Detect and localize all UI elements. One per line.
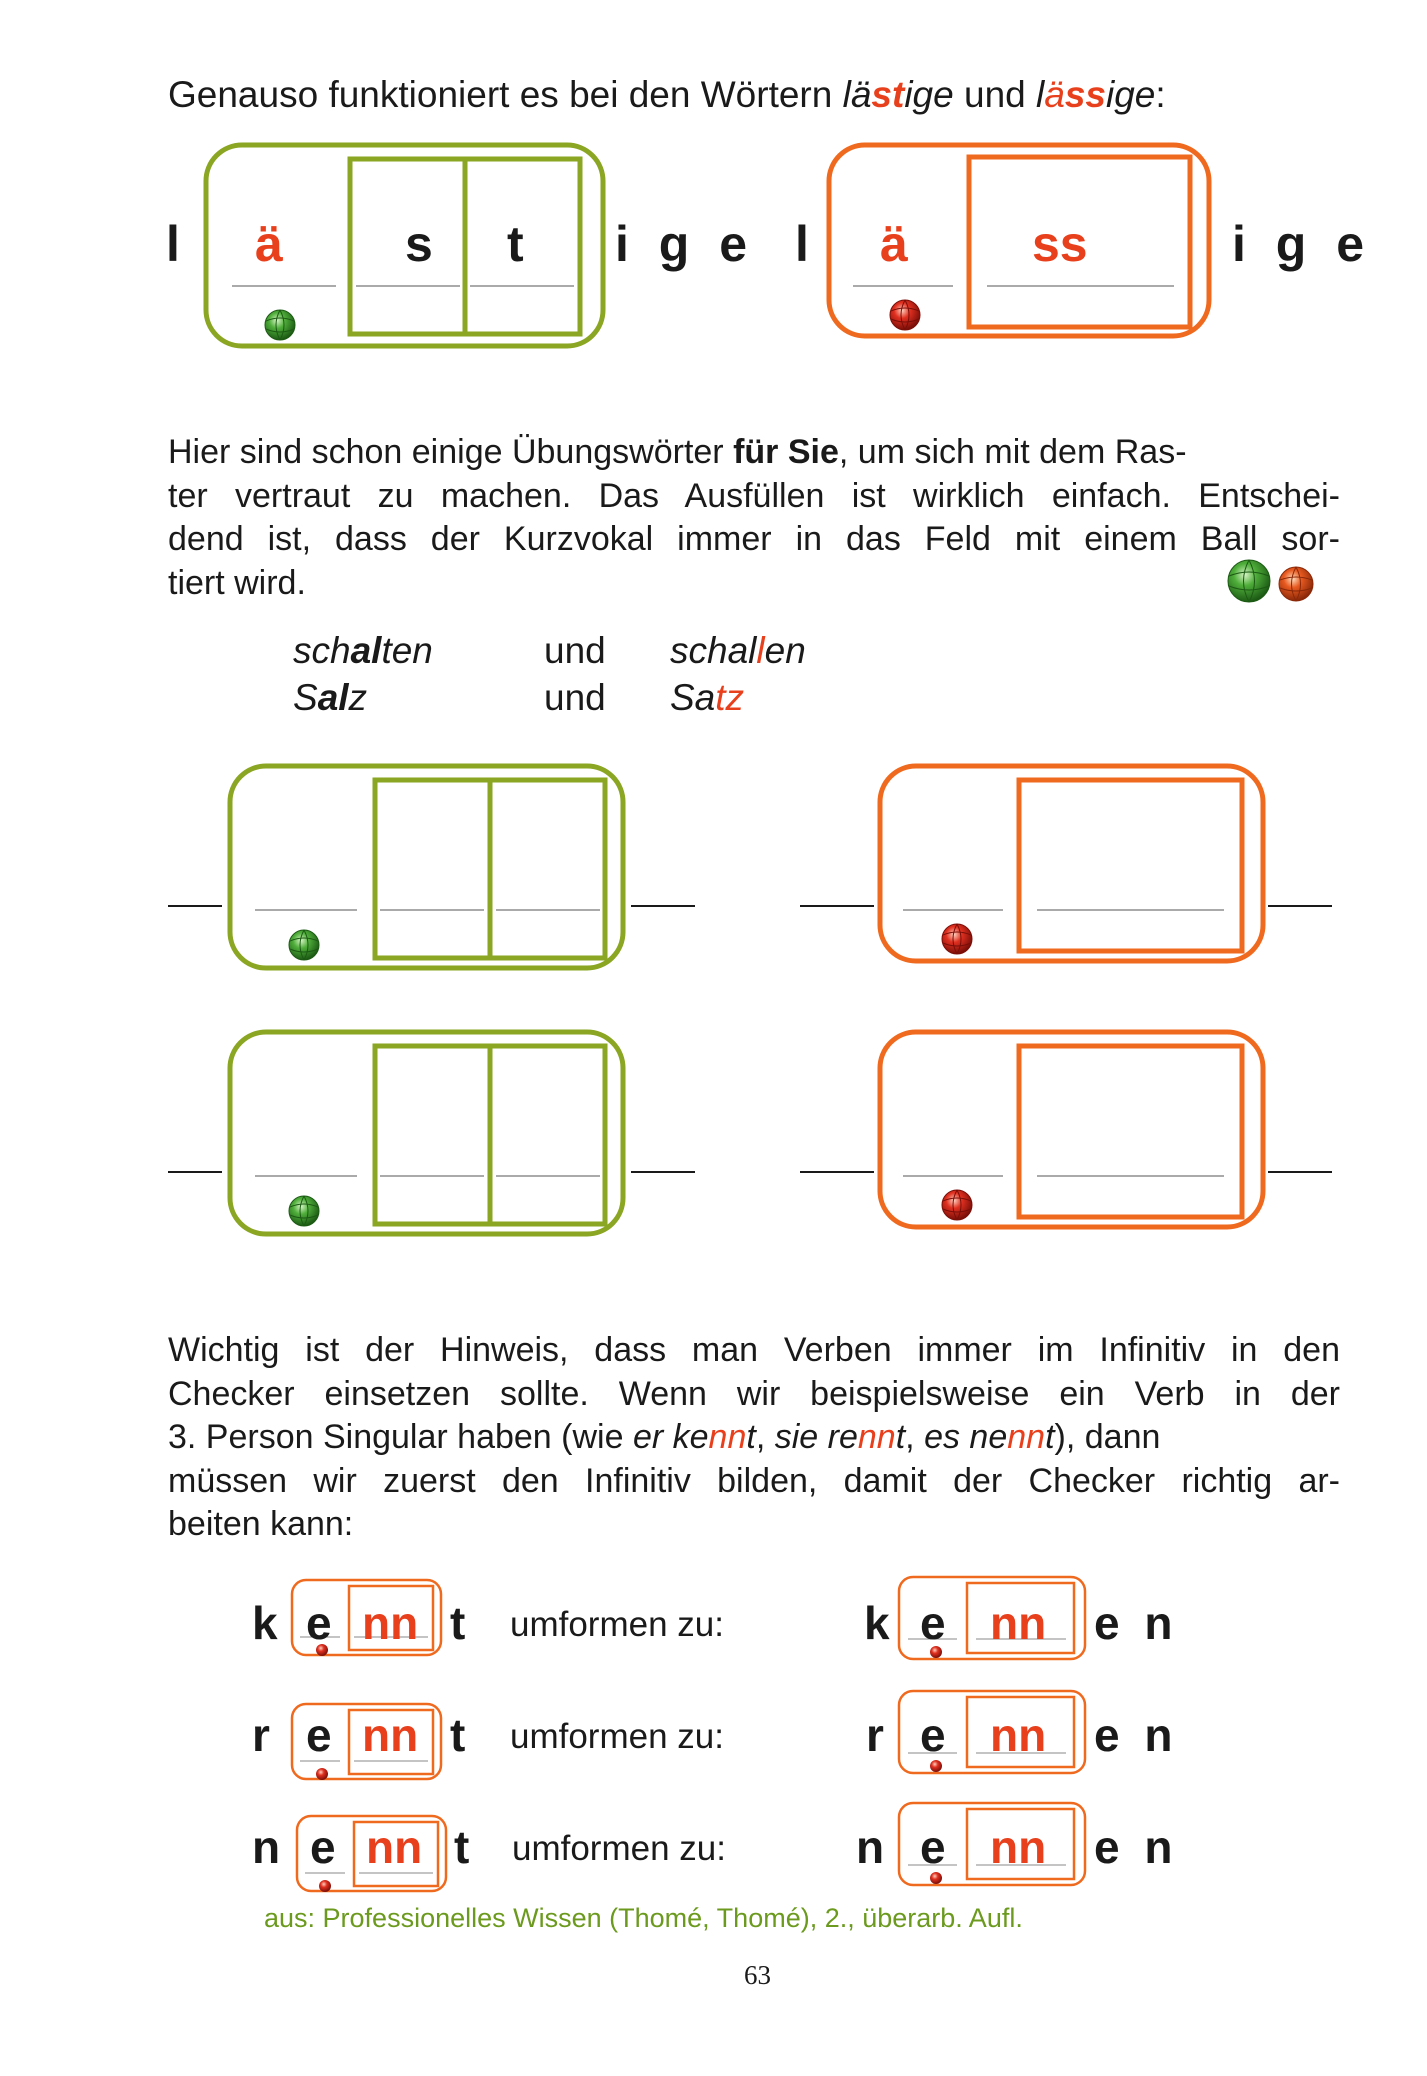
verb-letter: k [252, 1597, 278, 1649]
exercise-checker-orange-1 [800, 766, 1332, 961]
paragraph-infinitive-hint [168, 1329, 1340, 1547]
verb-vowel: e [306, 1709, 332, 1761]
exercise-checker-green-1 [168, 766, 695, 968]
verb-vowel: e [920, 1821, 946, 1873]
example-word: schallen [670, 630, 806, 671]
paragraph-exercise-intro [168, 431, 1340, 605]
example-word: Satz [670, 677, 745, 718]
verb-vowel: e [310, 1821, 336, 1873]
verb-infinitive-ending: e n [1094, 1709, 1179, 1761]
checker-vowel: ä [255, 216, 283, 272]
verb-double-consonant: nn [366, 1821, 423, 1873]
paragraph-line: beiten kann: [168, 1505, 354, 1543]
verb-infinitive-ending: e n [1094, 1597, 1179, 1649]
checker-double-consonant: ss [1032, 216, 1088, 272]
transform-label: umformen zu: [510, 1605, 724, 1644]
red-ball-icon [942, 1190, 972, 1220]
verb-double-consonant: nn [362, 1709, 419, 1761]
verb-infinitive-ending: e n [1094, 1821, 1179, 1873]
verb-letter: n [252, 1821, 281, 1873]
checker-left-letter: l [795, 216, 809, 272]
paragraph-line: Wichtig ist der Hinweis, dass man Verben immer im Infinitiv in den [168, 1331, 1340, 1369]
red-ball-icon [890, 300, 920, 330]
verb-vowel: e [920, 1597, 946, 1649]
paragraph-line: Hier sind schon einige Übungswörter für Sie, um sich mit dem Ras- [168, 433, 1187, 471]
word-laessige: lässige [1036, 74, 1156, 115]
red-ball-icon [942, 924, 972, 954]
paragraph-line: müssen wir zuerst den Infinitiv bilden, damit der Checker richtig ar- [168, 1461, 1340, 1500]
paragraph-line: 3. Person Singular haben (wie er kennt, sie rennt, es nennt), dann [168, 1418, 1161, 1456]
paragraph-line: dend ist, dass der Kurzvokal immer in das Feld mit einem Ball sor- [168, 520, 1340, 558]
green-ball-icon [289, 930, 319, 960]
example-word: Salz [293, 677, 368, 718]
verb-ending: t [454, 1821, 470, 1873]
checker-consonant-1: s [405, 216, 433, 272]
verb-double-consonant: nn [990, 1709, 1047, 1761]
transform-label: umformen zu: [510, 1717, 724, 1756]
verb-double-consonant: nn [362, 1597, 419, 1649]
example-und: und [544, 677, 606, 718]
verb-ending: t [450, 1597, 466, 1649]
exercise-checker-green-2 [168, 1032, 695, 1234]
green-ball-icon [265, 310, 295, 340]
paragraph-line: Checker einsetzen sollte. Wenn wir beispielsweise ein Verb in der [168, 1374, 1340, 1413]
verb-vowel: e [306, 1597, 332, 1649]
intro-text: Genauso funktioniert es bei den Wörtern [168, 74, 843, 115]
green-ball-icon [289, 1196, 319, 1226]
checker-ending: i g e [615, 216, 756, 272]
verb-letter: r [252, 1709, 270, 1761]
intro-line: Genauso funktioniert es bei den Wörtern lästige und lässige: [168, 74, 1166, 115]
checker-vowel: ä [880, 216, 908, 272]
paragraph-line: tiert wird. [168, 563, 306, 602]
verb-ending: t [450, 1709, 466, 1761]
verb-double-consonant: nn [990, 1821, 1047, 1873]
exercise-checker-orange-2 [800, 1032, 1332, 1227]
verb-vowel: e [920, 1709, 946, 1761]
example-und: und [544, 630, 606, 671]
source-citation: aus: Professionelles Wissen (Thomé, Thomé), 2., überarb. Aufl. [264, 1903, 1023, 1933]
verb-letter: r [866, 1709, 884, 1761]
checker-left-letter: l [166, 216, 180, 272]
verb-letter: k [864, 1597, 890, 1649]
transform-label: umformen zu: [512, 1829, 726, 1868]
verb-double-consonant: nn [990, 1597, 1047, 1649]
paragraph-line: ter vertraut zu machen. Das Ausfüllen ist wirklich einfach. Entschei- [168, 476, 1340, 515]
checker-consonant-2: t [507, 216, 524, 272]
example-word: schalten [293, 630, 433, 671]
verb-letter: n [856, 1821, 885, 1873]
word-laestige: lästige [842, 74, 954, 115]
page-number: 63 [744, 1960, 771, 1990]
checker-ending: i g e [1232, 216, 1373, 272]
